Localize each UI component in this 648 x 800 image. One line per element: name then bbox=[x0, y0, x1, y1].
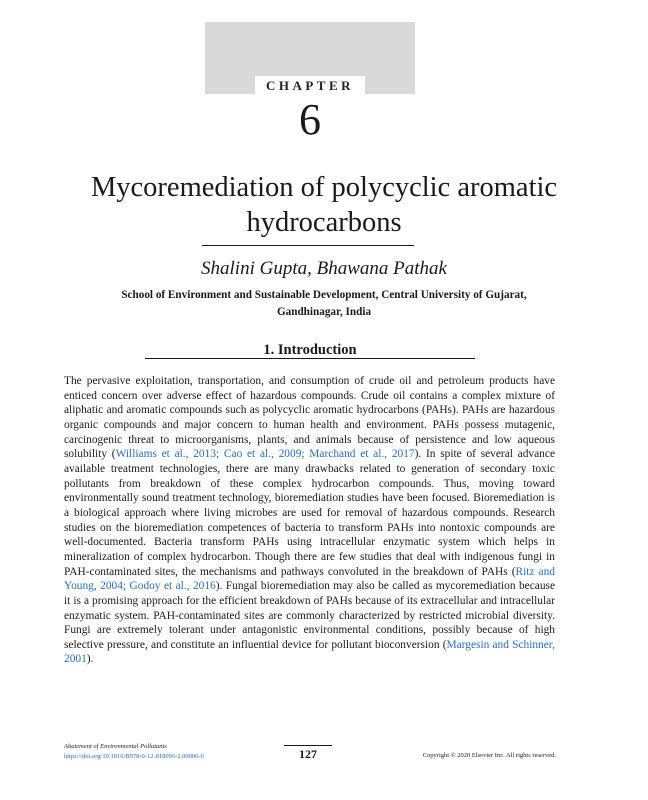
affiliation bbox=[80, 287, 568, 321]
body-text-part-2: ). In spite of several advance available treatment technologies, there are many drawbacks related to generation of secondary toxic pollutants from breakdown of these complex hydrocarbon compounds. Thus, moving toward environmentally sound treatment technology, bioremediation studies have been focused. Bioremediation is a biological approach where living microbes are used for removal of hazardous compounds. Research studies on the bioremediation competences of bacteria to transform PAHs into nontoxic compounds are well-documented. Bacteria transform PAHs using intracellular enzymatic system which helps in mineralization of complex hydrocarbon. Though there are few studies that deal with indigenous fungi in PAH-contaminated sites, the mechanisms and pathways convoluted in the breakdown of PAHs ( bbox=[64, 448, 555, 578]
copyright: Copyright © 2020 Elsevier Inc. All rights reserved. bbox=[422, 752, 556, 759]
page-number-divider bbox=[284, 745, 332, 746]
section-divider bbox=[145, 358, 475, 359]
affiliation-line-2: Gandhinagar, India bbox=[276, 306, 372, 318]
title-divider bbox=[202, 245, 414, 246]
chapter-label: CHAPTER bbox=[265, 78, 355, 93]
body-text-part-3: ). Fungal bioremediation may also be called as mycoremediation because it is a promising approach for the efficient breakdown of PAHs because of its extracellular and intracellular enzymatic system. PAH-contaminated sites are commonly characterized by restricted microbial diversity. Fungi are extremely tolerant under antagonistic environmental conditions, possibly because of high selective pressure, and constitute an influential device for pollutant bioconversion ( bbox=[64, 580, 556, 651]
citation-link[interactable]: Williams et al., 2013; Cao et al., 2009; Marchand et al., 2017 bbox=[115, 448, 415, 461]
affiliation-line-1: School of Environment and Sustainable Development, Central University of Gujarat, bbox=[121, 289, 527, 301]
citation-link[interactable]: Margesin and Schinner, 2001 bbox=[64, 638, 555, 666]
chapter-number: 6 bbox=[299, 95, 321, 144]
doi-link[interactable]: https://doi.org/10.1016/B978-0-12-818095-2.00006-0 bbox=[64, 753, 204, 760]
footer-source bbox=[64, 742, 284, 762]
body-text-part-1: The pervasive exploitation, transportation, and consumption of crude oil and petroleum products have enticed concern over adverse effect of hazardous compounds. Crude oil contains a complex mixture of aliphatic and aromatic compounds such as polycyclic aromatic hydrocarbons (PAHs). PAHs are hazardous organic compounds and major concern to human health and environment. PAHs possess mutagenic, carcinogenic threat to microorganisms, plants, and animals because of persistence and low aqueous solubility ( bbox=[64, 375, 555, 461]
body-paragraph bbox=[64, 374, 555, 667]
chapter-title: Mycoremediation of polycyclic aromatic hydrocarbons bbox=[90, 172, 558, 238]
authors: Shalini Gupta, Bhawana Pathak bbox=[201, 258, 447, 279]
body-text-part-4: ). bbox=[86, 653, 94, 666]
journal-title: Abatement of Environmental Pollutants bbox=[64, 743, 167, 750]
page-number: 127 bbox=[299, 747, 317, 761]
citation-link[interactable]: Ritz and Young, 2004; Godoy et al., 2016 bbox=[64, 565, 555, 593]
section-heading: 1. Introduction bbox=[263, 342, 357, 358]
